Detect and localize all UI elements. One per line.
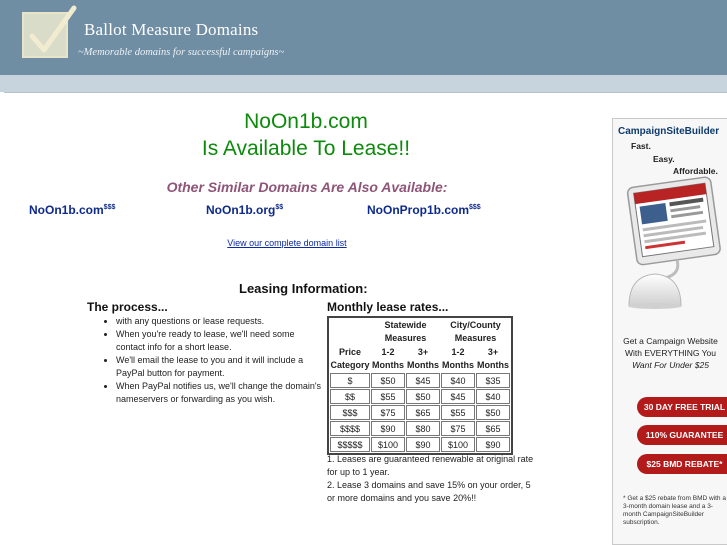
brand-name[interactable]: Ballot Measure Domains bbox=[84, 20, 259, 39]
ad-pitch-line: With EVERYTHING You bbox=[624, 348, 717, 358]
process-list bbox=[100, 315, 326, 406]
similar-domain-name: NoOn1b.com bbox=[29, 203, 104, 217]
table-cell: $50 bbox=[371, 373, 405, 388]
site-header bbox=[0, 0, 727, 75]
table-blank-cell bbox=[330, 319, 370, 345]
list-item: • When PayPal notifies us, we'll change the domain's nameservers or forwarding as you wish. bbox=[116, 380, 326, 406]
similar-domains-heading: Other Similar Domains Are Also Available: bbox=[166, 179, 448, 195]
price-badge: $$ bbox=[275, 204, 284, 211]
table-header-row bbox=[330, 346, 510, 372]
table-row bbox=[330, 405, 510, 420]
rebate-button[interactable]: $25 BMD REBATE* bbox=[637, 454, 727, 474]
main-content bbox=[0, 93, 605, 545]
table-col-header: 1-2 Months bbox=[372, 347, 404, 370]
table-header-row bbox=[330, 319, 510, 345]
table-cell: $$$ bbox=[330, 405, 370, 420]
table-cell: $65 bbox=[476, 421, 510, 436]
price-badge: $$$ bbox=[103, 204, 116, 211]
table-cell: $75 bbox=[441, 421, 475, 436]
table-row bbox=[330, 421, 510, 436]
rates-heading: Monthly lease rates... bbox=[327, 300, 449, 314]
table-cell: $80 bbox=[406, 421, 440, 436]
table-cell: $55 bbox=[371, 389, 405, 404]
price-badge: $$$ bbox=[469, 204, 481, 211]
table-cell: $ bbox=[330, 373, 370, 388]
rate-note: 2. Lease 3 domains and save 15% on your order, 5 or more domains and you save 20%!! bbox=[327, 480, 531, 503]
table-cell: $35 bbox=[476, 373, 510, 388]
similar-domain-name: NoOnProp1b.com bbox=[367, 203, 470, 217]
table-cell: $40 bbox=[476, 389, 510, 404]
table-cell: $50 bbox=[476, 405, 510, 420]
monitor-icon bbox=[619, 174, 723, 314]
ad-word: Affordable. bbox=[673, 166, 718, 176]
availability-title: Is Available To Lease!! bbox=[201, 137, 411, 160]
domain-title: NoOn1b.com bbox=[244, 110, 368, 133]
guarantee-button[interactable]: 110% GUARANTEE bbox=[637, 425, 727, 445]
list-item: • We'll email the lease to you and it will include a PayPal button for payment. bbox=[116, 354, 326, 380]
header-stripe bbox=[0, 75, 727, 93]
table-cell: $45 bbox=[406, 373, 440, 388]
rate-note: 1. Leases are guaranteed renewable at original rate for up to 1 year. bbox=[327, 454, 534, 477]
process-heading: The process... bbox=[87, 300, 168, 314]
leasing-heading: Leasing Information: bbox=[239, 281, 368, 296]
list-item: • When you're ready to lease, we'll need some contact info for a short lease. bbox=[116, 328, 326, 354]
table-cell: $65 bbox=[406, 405, 440, 420]
table-group-header: City/County Measures bbox=[450, 320, 501, 343]
table-cell: $100 bbox=[441, 437, 475, 452]
table-col-header: 1-2 Months bbox=[442, 347, 474, 370]
table-row bbox=[330, 437, 510, 452]
table-cell: $90 bbox=[406, 437, 440, 452]
campaign-site-builder-ad[interactable] bbox=[612, 118, 727, 545]
table-cell: $90 bbox=[371, 421, 405, 436]
table-cell: $100 bbox=[371, 437, 405, 452]
table-cell: $$ bbox=[330, 389, 370, 404]
view-domain-list-link[interactable]: View our complete domain list bbox=[227, 238, 347, 248]
table-cell: $$$$ bbox=[330, 421, 370, 436]
similar-domain-link[interactable] bbox=[29, 203, 115, 217]
table-col-header: Price Category bbox=[330, 347, 370, 370]
list-item: • with any questions or lease requests. bbox=[116, 315, 326, 328]
checkbox-logo-icon[interactable] bbox=[22, 12, 68, 58]
table-col-header: 3+ Months bbox=[477, 347, 509, 370]
ad-pitch-line: Want For Under $25 bbox=[632, 360, 709, 370]
ad-word: Easy. bbox=[653, 154, 675, 164]
table-cell: $$$$$ bbox=[330, 437, 370, 452]
table-cell: $55 bbox=[441, 405, 475, 420]
similar-domain-link[interactable] bbox=[206, 203, 283, 217]
ad-word: Fast. bbox=[631, 141, 651, 151]
table-col-header: 3+ Months bbox=[407, 347, 439, 370]
table-group-header: Statewide Measures bbox=[384, 320, 427, 343]
tagline: ~Memorable domains for successful campaigns~ bbox=[78, 47, 285, 58]
similar-domain-link[interactable] bbox=[367, 203, 481, 217]
table-row bbox=[330, 373, 510, 388]
table-cell: $45 bbox=[441, 389, 475, 404]
table-row bbox=[330, 389, 510, 404]
table-cell: $90 bbox=[476, 437, 510, 452]
table-cell: $75 bbox=[371, 405, 405, 420]
table-cell: $50 bbox=[406, 389, 440, 404]
ad-title: CampaignSiteBuilder bbox=[618, 126, 720, 137]
similar-domain-name: NoOn1b.org bbox=[206, 203, 276, 217]
free-trial-button[interactable]: 30 DAY FREE TRIAL bbox=[637, 397, 727, 417]
rates-table bbox=[327, 316, 513, 455]
rate-notes bbox=[327, 453, 537, 505]
ad-pitch-line: Get a Campaign Website bbox=[623, 336, 718, 346]
table-cell: $40 bbox=[441, 373, 475, 388]
ad-fine-print: * Get a $25 rebate from BMD with a 3-month domain lease and a 3-month CampaignSiteBuilder subscription. bbox=[623, 495, 726, 526]
